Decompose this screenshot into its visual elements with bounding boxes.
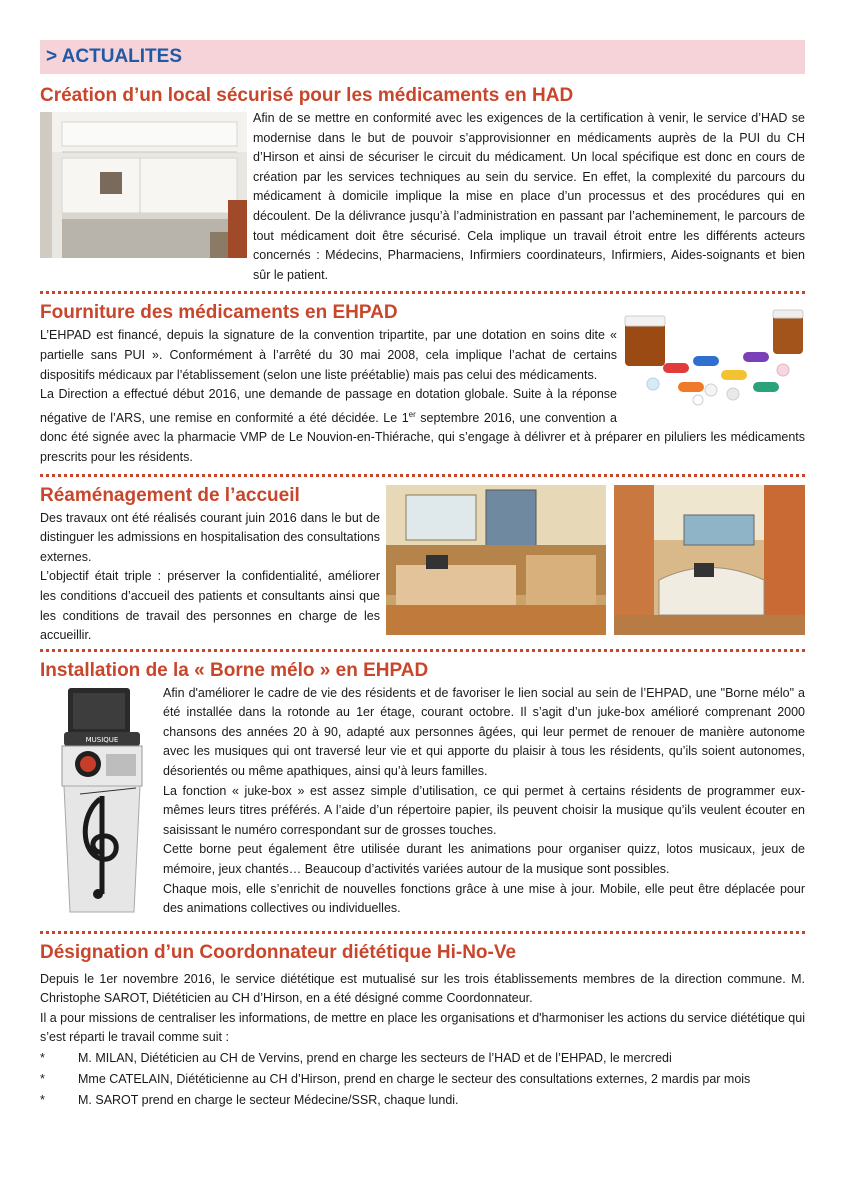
jukebox-kiosk-photo bbox=[40, 684, 158, 921]
bullet-icon: * bbox=[40, 1051, 45, 1066]
dotted-divider bbox=[40, 474, 805, 477]
section-accueil bbox=[40, 483, 805, 643]
newsletter-page bbox=[40, 40, 805, 1111]
storage-room-photo bbox=[40, 112, 247, 263]
section-title: Création d’un local sécurisé pour les médicaments en HAD bbox=[40, 85, 574, 106]
section-title: Installation de la « Borne mélo » en EHPAD bbox=[40, 659, 429, 681]
section-borne-melo bbox=[40, 658, 805, 925]
kiosk-label: MUSIQUE bbox=[85, 735, 119, 744]
section-dietetique bbox=[40, 940, 805, 1111]
bullet-icon: * bbox=[40, 1093, 45, 1108]
superscript: er bbox=[408, 409, 416, 419]
dotted-divider bbox=[40, 931, 805, 934]
pills-photo bbox=[623, 308, 805, 413]
section-body-4: Chaque mois, elle s’enrichit de nouvelles fonctions grâce à une mise à jour. Mobile, elle peut être déplacée pour des animations collectives ou individuelles. bbox=[163, 881, 805, 916]
section-body-2: L’objectif était triple : préserver la confidentialité, améliorer les conditions d’accueil des patients et consultants ainsi que les conditions de travail des personnes en charge de les accueillir. bbox=[40, 569, 380, 643]
section-body-2: La fonction « juke-box » est assez simple d’utilisation, ce qui permet à certains résidents de programmer eux-mêmes leurs titres préférés. A l’aide d’un répertoire papier, ils peuvent choisir la musique qu’ils veulent écouter en saisissant le numéro correspondant sur de grosses touches. bbox=[163, 783, 805, 837]
dotted-divider bbox=[40, 649, 805, 652]
section-body-2: Il a pour missions de centraliser les informations, de mettre en place les organisations et d'harmoniser les actions du service diététique qui s’est réparti le travail comme suit : bbox=[40, 1010, 805, 1045]
section-local-securise bbox=[40, 83, 805, 285]
section-body: L’EHPAD est financé, depuis la signature de la convention tripartite, par une dotation en soins dite « partielle sans PUI ». Conformément à l’arrêté du 30 mai 2008, cela implique l’achat de certains dispositifs médicaux par l’établissement (selon une liste préétablie) mais pas celui des médicaments. bbox=[40, 328, 617, 382]
section-title: Réaménagement de l’accueil bbox=[40, 484, 300, 506]
list-item-text: Mme CATELAIN, Diététicienne au CH d’Hirson, prend en charge le secteur des consultations externes, 2 mardis par mois bbox=[78, 1072, 751, 1087]
reception-photo-1 bbox=[386, 485, 606, 640]
section-body: Depuis le 1er novembre 2016, le service diététique est mutualisé sur les trois établissements membres de la direction commune. M. Christophe SAROT, Diététicien au CH d’Hirson, en a été désigné comme Coordonnateur. bbox=[40, 971, 805, 1006]
body-text: septembre 2016, une convention a donc été signée avec la pharmacie VMP de Le Nouvion-en-Thiérache, qui s’engage à délivrer et à préparer en piluliers les médicaments prescrits pour les résidents. bbox=[40, 410, 805, 465]
dietetique-assignment-list bbox=[40, 1048, 805, 1111]
list-item bbox=[40, 1069, 805, 1090]
section-medicaments-ehpad bbox=[40, 300, 805, 467]
body-text: La Direction a effectué début 2016, une demande de passage en dotation globale. Suite à la réponse négative de l’ARS, une remise en conformité a été décidée. Le 1 bbox=[40, 387, 617, 425]
dotted-divider bbox=[40, 291, 805, 294]
bullet-icon: * bbox=[40, 1072, 45, 1087]
section-body: Afin de se mettre en conformité avec les exigences de la certification à venir, le service d’HAD se modernise dans le but de pouvoir s’approvisionner en médicaments auprès de la PUI du CH d’Hirson et ainsi de sécuriser le circuit du médicament. Un local spécifique est donc en cours de création par les services techniques au sein du service. En effet, la complexité du parcours du médicament à domicile implique la mise en place d’un processus et des procédures qui en découlent. De la délivrance jusqu’à l’administration en passant par l’acheminement, le parcours de tout médicament doit être sécurisé. Cela implique un travail étroit entre les différents acteurs concernés : Médecins, Pharmaciens, Infirmiers coordinateurs, Infirmiers, Aides-soignants et bien sûr le patient. bbox=[253, 111, 805, 282]
section-body: Afin d'améliorer le cadre de vie des résidents et de favoriser le lien social au sein de l’EHPAD, une "Borne mélo" a été installée dans la rotonde au 1er étage, courant octobre. Il s’agit d’un juke-box amélioré comprenant 2000 chansons des années 20 à 90, adapté aux personnes âgées, qui leur permet de renouer de manière autonome avec les musiques qui ont traversé leur vie et qui apporte du plaisir à tous les résidents, qu’ils soient autonomes, désorientés ou même apathiques, ainsi qu’à leurs familles. bbox=[163, 685, 805, 779]
section-banner: > ACTUALITES bbox=[40, 40, 805, 74]
list-item bbox=[40, 1048, 805, 1069]
section-title: Désignation d’un Coordonnateur diététique Hi-No-Ve bbox=[40, 941, 517, 963]
section-body-3: Cette borne peut également être utilisée durant les animations pour organiser quizz, lotos musicaux, jeux de mémoire, jeux chantés… Beaucoup d’activités variées autour de la musique sont possibles. bbox=[163, 842, 805, 876]
list-item-text: M. MILAN, Diététicien au CH de Vervins, prend en charge les secteurs de l’HAD et de l’EHPAD, le mercredi bbox=[78, 1051, 672, 1066]
section-title: Fourniture des médicaments en EHPAD bbox=[40, 302, 398, 324]
reception-photo-2 bbox=[614, 485, 805, 640]
section-text-block bbox=[40, 509, 380, 646]
list-item-text: M. SAROT prend en charge le secteur Médecine/SSR, chaque lundi. bbox=[78, 1093, 459, 1108]
list-item bbox=[40, 1090, 805, 1111]
section-body: Des travaux ont été réalisés courant juin 2016 dans le but de distinguer les admissions en hospitalisation des consultations externes. bbox=[40, 510, 380, 564]
